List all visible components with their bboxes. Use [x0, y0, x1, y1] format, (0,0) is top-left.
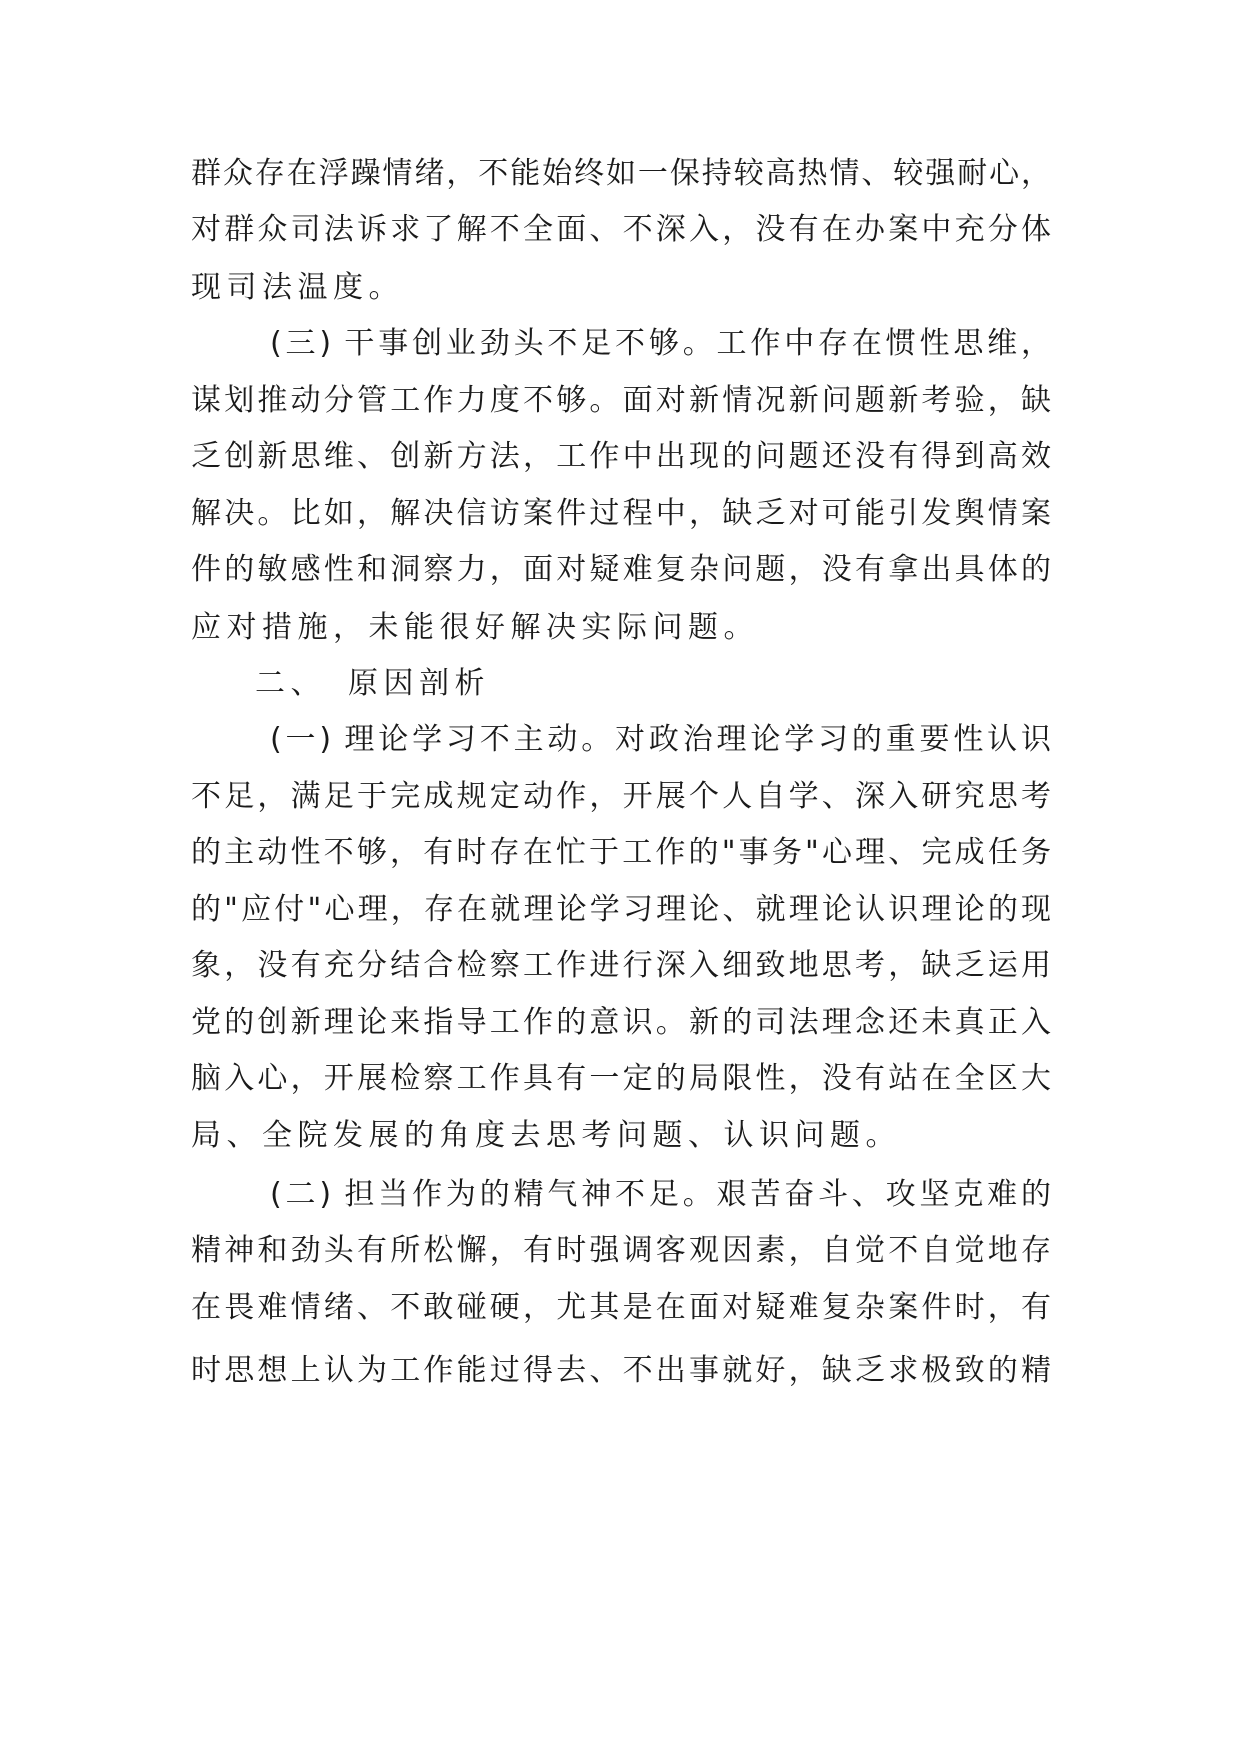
- text-line-17: 党的创新理论来指导工作的意识。新的司法理念还未真正入: [191, 1005, 1051, 1040]
- text-line-5: 谋划推动分管工作力度不够。面对新情况新问题新考验，缺: [191, 383, 1051, 418]
- text-line-9: 应对措施，未能很好解决实际问题。: [191, 610, 759, 645]
- text-line-6: 乏创新思维、创新方法，工作中出现的问题还没有得到高效: [191, 439, 1051, 474]
- text-line-3: 现司法温度。: [191, 270, 404, 305]
- subsection-heading-3: (三) 干事创业劲头不足不够。工作中存在惯性思维，: [270, 326, 1051, 361]
- text-line-21: 精神和劲头有所松懈，有时强调客观因素，自觉不自觉地存: [191, 1233, 1051, 1268]
- subsection-heading-1: (一) 理论学习不主动。对政治理论学习的重要性认识: [270, 722, 1051, 757]
- text-line-16: 象，没有充分结合检察工作进行深入细致地思考，缺乏运用: [191, 948, 1051, 983]
- section-title: 原因剖析: [348, 666, 490, 701]
- text-line-23: 时思想上认为工作能过得去、不出事就好，缺乏求极致的精: [191, 1353, 1051, 1388]
- subsection-heading-2: (二) 担当作为的精气神不足。艰苦奋斗、攻坚克难的: [270, 1177, 1051, 1212]
- text-line-14: 的主动性不够，有时存在忙于工作的"事务"心理、完成任务: [191, 835, 1051, 870]
- section-number: 二、: [255, 666, 326, 701]
- text-line-7: 解决。比如，解决信访案件过程中，缺乏对可能引发舆情案: [191, 496, 1051, 531]
- text-line-1: 群众存在浮躁情绪，不能始终如一保持较高热情、较强耐心，: [191, 156, 1051, 191]
- text-line-13: 不足，满足于完成规定动作，开展个人自学、深入研究思考: [191, 779, 1051, 814]
- text-line-2: 对群众司法诉求了解不全面、不深入，没有在办案中充分体: [191, 212, 1051, 247]
- text-line-8: 件的敏感性和洞察力，面对疑难复杂问题，没有拿出具体的: [191, 552, 1051, 587]
- section-heading: [255, 664, 1115, 704]
- text-line-22: 在畏难情绪、不敢碰硬，尤其是在面对疑难复杂案件时，有: [191, 1290, 1051, 1325]
- text-line-15: 的"应付"心理，存在就理论学习理论、就理论认识理论的现: [191, 892, 1051, 927]
- text-line-18: 脑入心，开展检察工作具有一定的局限性，没有站在全区大: [191, 1061, 1051, 1096]
- text-line-19: 局、全院发展的角度去思考问题、认识问题。: [191, 1118, 901, 1153]
